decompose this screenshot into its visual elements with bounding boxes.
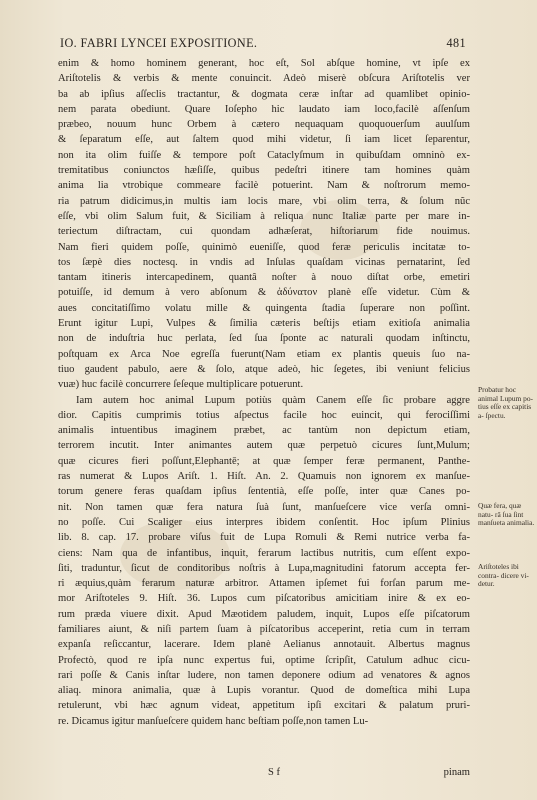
- text-line: tantam itineris intercapedinem, quantâ noſter à nouo diſtat orbe, emetiri: [58, 272, 470, 284]
- text-line: ri æquius,quàm ferarum naturæ arbitror. Attamen ipſemet fui forſan parum me-: [58, 578, 470, 590]
- text-line: Ariſtotelis & verbis & mente conuincit. Adeò miserè obſcura Ariſtotelis ver: [58, 73, 470, 85]
- text-line: enim & homo hominem generant, hoc eſt, Sol abſque homine, vt ipſe ex: [58, 58, 470, 69]
- text-line: nit. Non tamen quæ fera natura ſuà ſunt, manſueſcere vice verſa omni-: [58, 501, 470, 513]
- text-line: tos ſæpè dies noctesq. in vndis ad Inſulas quaſdam vicinas pernatarint, ſed: [58, 256, 470, 268]
- text-line: ria patrum didicimus,in multis iam locis mare, vbi olim terra, & ſolum nũc: [58, 195, 470, 207]
- page-footer: [58, 767, 470, 778]
- text-line: præbeo, nouum hunc Orbem à cætero nequaquam quoquouerſum auulſum: [58, 119, 470, 131]
- text-line: aliaq. minora animalia, quæ à Lupis vorantur. Quod de domeſtica mihi Lupa: [58, 685, 470, 697]
- text-line: anima lia vtrobique commeare facilè potuerint. Nam & noſtrorum memo-: [58, 180, 470, 192]
- text-line: Profectò, quod re ipſa nunc expertus fui, optime ſcripſit, Catulum adhuc cicu-: [58, 654, 470, 666]
- text-line: ciens: Nam qua de infantibus, inquit, ferarum lactibus nutritis, cum eſſent expo-: [58, 547, 470, 559]
- text-line: lib. 8. cap. 17. probare viſus fuit de Lupa Romuli & Remi nutrice verba fa-: [58, 532, 470, 544]
- text-line: potuiſſe, id demum à vero abſonum & ἀδύνατον planè eſſe videtur. Cùm &: [58, 287, 470, 299]
- text-line: ba ab ipſius aſſeclis tractantur, & dogmata ceræ inſtar ad quamlibet opinio-: [58, 88, 470, 100]
- text-line: vuæ) huc facilè concurrere ſeſeque multiplicare potuerunt.: [58, 379, 304, 391]
- text-line: terrorem incutit. Inter animantes autem quæ perpetuò cicures ſunt,Mulum;: [58, 440, 470, 452]
- text-line: aues concitatiſſimo volatu mille & quingenta ſtadia ſuperare non poſſint.: [58, 302, 470, 314]
- text-line: re. Dicamus igitur manſueſcere quidem hanc beſtiam poſſe,non tamen Lu-: [58, 715, 369, 727]
- body-text: [58, 56, 470, 729]
- text-line: torum genere feras quaſdam ipſius ſententià, eſſe poſſe, inter quæ Canes po-: [58, 486, 470, 498]
- text-line: teriectum diſtractam, cui quondam adhæſerat, hiſtoriarum fide nouimus.: [58, 226, 470, 238]
- text-line: retulerunt, vbi hæc agnum videat, appetitum ipſi excitari & palatum pruri-: [58, 700, 470, 712]
- text-line: non de induſtria huc perlata, ſed ſua ſponte ac naturali quodam inſtinctu,: [58, 333, 470, 345]
- margin-note: Ariſtoteles ibi contra- dicere vi- detur.: [478, 562, 529, 589]
- text-line: eſſe, vbi olim Salum fuit, & Siciliam à reliqua nunc Italiæ parte per mare in-: [58, 210, 470, 222]
- text-line: tiuo gaudent pabulo, aere & ſolo, atque adeò, hic ſegetes, ibi veniunt felicius: [58, 363, 470, 375]
- running-header: [60, 36, 466, 51]
- text-line: no poſſe. Cui Scaliger eius interpres ibidem conſentit. Hoc ipſum Plinius: [58, 516, 470, 528]
- text-line: nem parata obediunt. Quare Ioſepho hic laudato iam loco,facilè aſſenſum: [58, 103, 470, 115]
- text-line: ſiti, traduntur, ſicut de conditoribus noſtris à Lupa,magnitudini fatorum accepta fer-: [58, 562, 470, 574]
- margin-note: Quæ fera, quæ natu- râ ſua ſint manſueta animalia.: [478, 501, 535, 528]
- text-line: Erunt igitur Lupi, Vulpes & ſimilia cæteris beſtijs etiam exitioſa animalia: [58, 318, 470, 330]
- text-line: animalis intuentibus imaginem præbet, ac tantùm non depictum etiam,: [58, 425, 470, 437]
- text-line: ras numerat & Lupos Ariſt. 1. Hiſt. An. 2. Quamuis non ignorem ex manſue-: [58, 471, 470, 483]
- text-line: & ſeparatum eſſe, aut ſaltem quod mihi videtur, ſi iam licet ſeparentur,: [58, 134, 470, 146]
- text-line: dior. Capitis cumprimis totius aſpectus facile hoc euincit, qui ferociſſimi: [58, 409, 470, 421]
- text-line: rari poſſe & Canis inſtar ludere, non tamen deponere odium ad venatores & agnos: [58, 669, 470, 681]
- text-line: quæ cicures fieri poſſunt,Elephantē; at quæ ſemper feræ permanent, Panthe-: [58, 455, 470, 467]
- text-line: rum præda viuere dixit. Apud Mæotidem paludem, inquit, Lupos eſſe piſcatorum: [58, 608, 470, 620]
- text-line: Iam autem hoc animal Lupum potiùs quàm Canem eſſe ſic probare aggre: [76, 394, 470, 406]
- text-line: poſtquam ex Arca Noe egreſſa fuerunt(Nam etiam ex plantis queuis ſuo na-: [58, 348, 470, 360]
- catchword: pinam: [443, 767, 470, 778]
- text-line: Nam fieri quidem poſſe, quinimò eueniſſe, quod feræ periculis incitatæ to-: [58, 241, 470, 253]
- text-line: tremitatibus coniunctos hæſiſſe, quibus pedeſtri itinere tam homines quàm: [58, 165, 470, 177]
- text-line: mor Ariſtoteles 9. Hiſt. 36. Lupos cum piſcatoribus amicitiam inire & ex eo-: [58, 593, 470, 605]
- header-title: IO. FABRI LYNCEI EXPOSITIONE.: [60, 36, 258, 50]
- signature-mark: S f: [268, 767, 281, 778]
- text-line: non ita olim fuiſſe & tempore poſt Cataclyſmum in quibuſdam omninò ex-: [58, 149, 470, 161]
- text-line: expanſa reſiccantur, lacerare. Idem planè Aelianus annotauit. Albertus magnus: [58, 639, 470, 651]
- margin-note: Probatur hoc animal Lupum po- tius eſſe ex capitis a- ſpectu.: [478, 385, 534, 420]
- text-line: familiares aiunt, & niſi partem ſuam à piſcatoribus acceperint, retia cum in terram: [58, 623, 470, 635]
- page-number: 481: [446, 36, 466, 50]
